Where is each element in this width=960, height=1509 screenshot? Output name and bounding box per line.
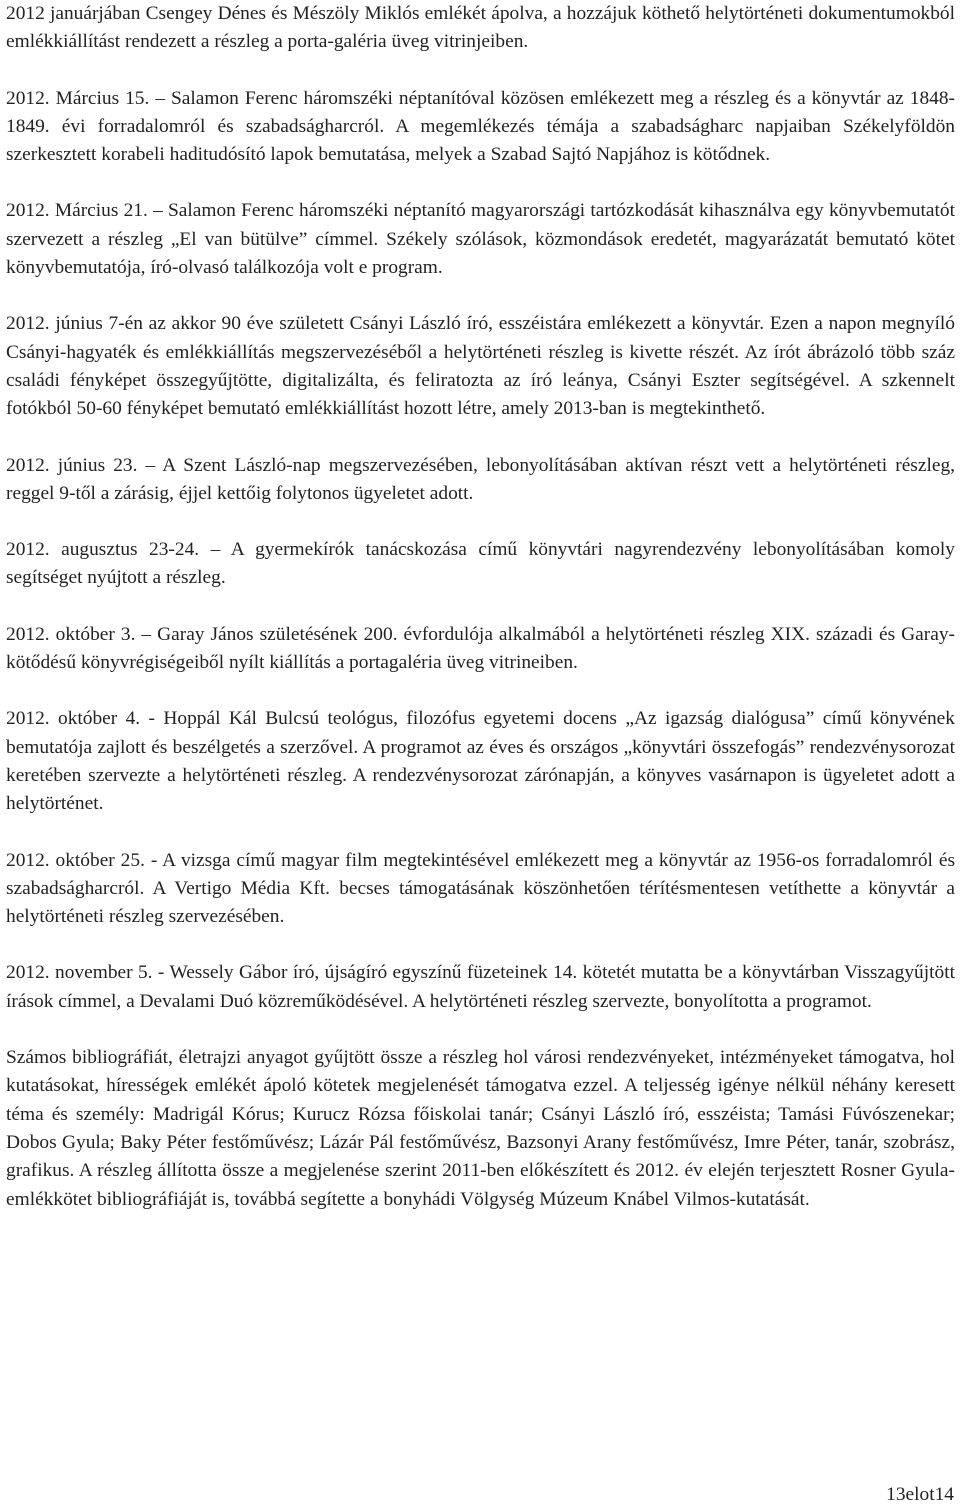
paragraph-bibliographies: Számos bibliográfiát, életrajzi anyagot gyűjtött össze a részleg hol városi rendezvényeket, intézményeket támogatva, hol kutatásokat, hírességek emlékét ápoló kötetek megjelenését támogatva ezzel. A teljesség igénye nélkül néhány keresett téma és személy: Madrigál Kórus; Kurucz Rózsa főiskolai tanár; Csányi László író, esszéista; Tamási Fúvószenekar; Dobos Gyula; Baky Péter festőművész; Lázár Pál festőművész, Bazsonyi Arany festőművész, Imre Péter, tanár, szobrász, grafikus. A részleg állította össze a megjelenése szerint 2011-ben előkészített és 2012. év elején terjesztett Rosner Gyula-emlékkötet bibliográfiáját is, továbbá segítette a bonyhádi Völgység Múzeum Knábel Vilmos-kutatását. xyxy=(6,1047,955,1210)
paragraph-june-23: 2012. június 23. – A Szent László-nap megszervezésében, lebonyolításában aktívan részt vett a helytörténeti részleg, reggel 9-től a zárásig, éjjel kettőig folytonos ügyeletet adott. xyxy=(6,454,955,504)
paragraph-june-7: 2012. június 7-én az akkor 90 éve született Csányi László író, esszéistára emlékezett a könyvtár. Ezen a napon megnyíló Csányi-hagyaték és emlékkiállítás megszervezéséből a helytörténeti részleg is kivette részét. Az írót ábrázoló több száz családi fényképet összegyűjtötte, digitalizálta, és feliratozta az író leánya, Csányi Eszter segítségével. A szkennelt fotókból 50-60 fényképet bemutató emlékkiállítást hozott létre, amely 2013-ban is megtekinthető. xyxy=(6,313,955,420)
paragraph-october-4: 2012. október 4. - Hoppál Kál Bulcsú teológus, filozófus egyetemi docens „Az igazság dialógusa” című könyvének bemutatója zajlott és beszélgetés a szerzővel. A programot az éves és országos „könyvtári összefogás” rendezvénysorozat keretében szervezte a helytörténeti részleg. A rendezvénysorozat zárónapján, a könyves vasárnapon is ügyeletet adott a helytörténet. xyxy=(6,708,955,815)
paragraph-march-21: 2012. Március 21. – Salamon Ferenc háromszéki néptanító magyarországi tartózkodását kihasználva egy könyvbemutatót szervezett a részleg „El van bütülve” címmel. Székely szólások, közmondások eredetét, magyarázatát bemutató kötet könyvbemutatója, író-olvasó találkozója volt e program. xyxy=(6,200,955,279)
page-number: 13elot14 xyxy=(886,1484,954,1505)
paragraph-november-5: 2012. november 5. - Wessely Gábor író, újságíró egyszínű füzeteinek 14. kötetét mutatta be a könyvtárban Visszagyűjtött írások címmel, a Devalami Duó közreműködésével. A helytörténeti részleg szervezte, bonyolította a programot. xyxy=(6,962,955,1012)
paragraph-january-exhibition: 2012 januárjában Csengey Dénes és Mészöly Miklós emlékét ápolva, a hozzájuk köthető helytörténeti dokumentumokból emlékkiállítást rendezett a részleg a porta-galéria üveg vitrinjeiben. xyxy=(6,3,955,53)
paragraph-august-23-24: 2012. augusztus 23-24. – A gyermekírók tanácskozása című könyvtári nagyrendezvény lebonyolításában komoly segítséget nyújtott a részleg. xyxy=(6,539,955,589)
document-body xyxy=(6,0,955,1214)
paragraph-march-15: 2012. Március 15. – Salamon Ferenc háromszéki néptanítóval közösen emlékezett meg a részleg és a könyvtár az 1848-1849. évi forradalomról és szabadságharcról. A megemlékezés témája a szabadságharc napjaiban Székelyföldön szerkesztett korabeli haditudósító lapok bemutatása, melyek a Szabad Sajtó Napjához is kötődnek. xyxy=(6,87,955,166)
paragraph-october-3: 2012. október 3. – Garay János születésének 200. évfordulója alkalmából a helytörténeti részleg XIX. századi és Garay-kötődésű könyvrégiségeiből nyílt kiállítás a portagaléria üveg vitrineiben. xyxy=(6,623,955,674)
paragraph-october-25: 2012. október 25. - A vizsga című magyar film megtekintésével emlékezett meg a könyvtár az 1956-os forradalomról és szabadságharcról. A Vertigo Média Kft. becses támogatásának köszönhetően térítésmentesen vetíthette a könyvtár a helytörténeti részleg szervezésében. xyxy=(6,849,955,928)
